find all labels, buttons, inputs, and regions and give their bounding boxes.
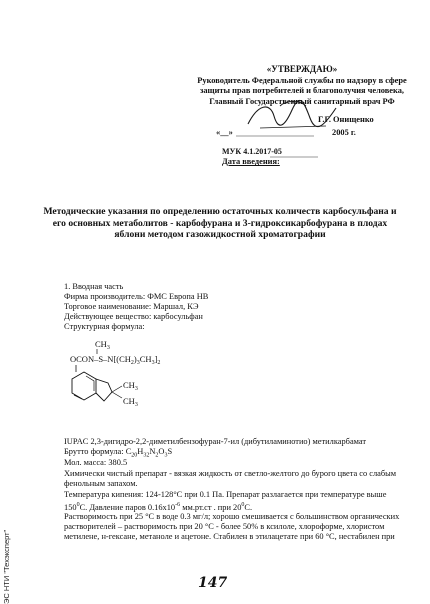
approval-line-2: защиты прав потребителей и благополучия человека,: [199, 86, 405, 96]
boiling-line-2: $150^0С$. Давление паров $0.16х10^{-6}$ мм.рт.ст . при $20^0С$.: [64, 502, 253, 512]
iupac-line: IUPAC 2,3-дигидро-2,2-диметилбензофуран-7-ил (дибутиламинотио) метилкарбамат: [64, 437, 367, 446]
formula-methyl-2: $CH_3$: [123, 396, 138, 408]
trade-name-line: Торговое наименование: Маршал, КЭ: [64, 302, 199, 311]
solubility-line-2: растворителей – растворимость при 20 °С - более 50% в ксилоле, хлороформе, хлористом: [64, 522, 385, 531]
approval-date-day: «__»: [216, 128, 233, 137]
approval-line-1: Руководитель Федеральной службы по надзору в сфере: [197, 75, 407, 85]
signer-name: Г.Г. Онищенко: [318, 115, 374, 124]
intro-date-label: Дата введения:: [222, 157, 280, 166]
structural-formula: [70, 338, 220, 418]
manufacturer-line: Фирма производитель: ФМС Европа НВ: [64, 292, 209, 301]
formula-methyl-1: $CH_3$: [123, 380, 138, 392]
molar-mass-line: Мол. масса: 380.5: [64, 458, 128, 467]
formula-main-chain: OCON–$S-N[(CH_2)_3CH_3]_2$: [70, 354, 161, 366]
description-line-2: фенольным запахом.: [64, 479, 138, 488]
structural-formula-label: Структурная формула:: [64, 322, 145, 331]
date-underline: [236, 131, 316, 137]
solubility-line-3: метилене, н-гексане, метаноле и ацетоне. Стабилен в этилацетате при 60 °С, нестабилен при: [64, 532, 395, 541]
description-line-1: Химически чистый препарат - вязкая жидкость от светло-желтого до бурого цвета со слабым: [64, 469, 397, 478]
publisher-side-mark: ЭС НТИ "Техэксперт": [2, 529, 11, 604]
section-1-heading: 1. Вводная часть: [64, 282, 124, 291]
solubility-line-1: Растворимость при 25 °С в воде 0.3 мг/л; хорошо смешивается с большинством органических: [64, 512, 400, 521]
formula-n-methyl: $CH_3$: [95, 339, 110, 351]
active-substance-line: Действующее вещество: карбосульфан: [64, 312, 203, 321]
page-number: 147: [198, 575, 228, 591]
approval-line-3: Главный Государственный санитарный врач РФ: [209, 96, 395, 106]
document-title: Методические указания по определению остаточных количеств карбосульфана и его основных метаболитов - карбофурана и 3-гидроксикарбофурана в плодах яблони методом газожидкостной хроматографии: [43, 206, 397, 241]
boiling-line-1: Температура кипения: 124-128°С при 0.1 Па. Препарат разлагается при температуре выше: [64, 490, 387, 499]
approval-date-year: 2005 г.: [332, 128, 356, 137]
approval-heading: «УТВЕРЖДАЮ»: [266, 64, 338, 74]
brutto-formula-line: Брутто формула: $C_{20}H_{32}N_2O_3S$: [64, 447, 173, 459]
muk-number: МУК 4.1.2017-05: [222, 147, 282, 156]
